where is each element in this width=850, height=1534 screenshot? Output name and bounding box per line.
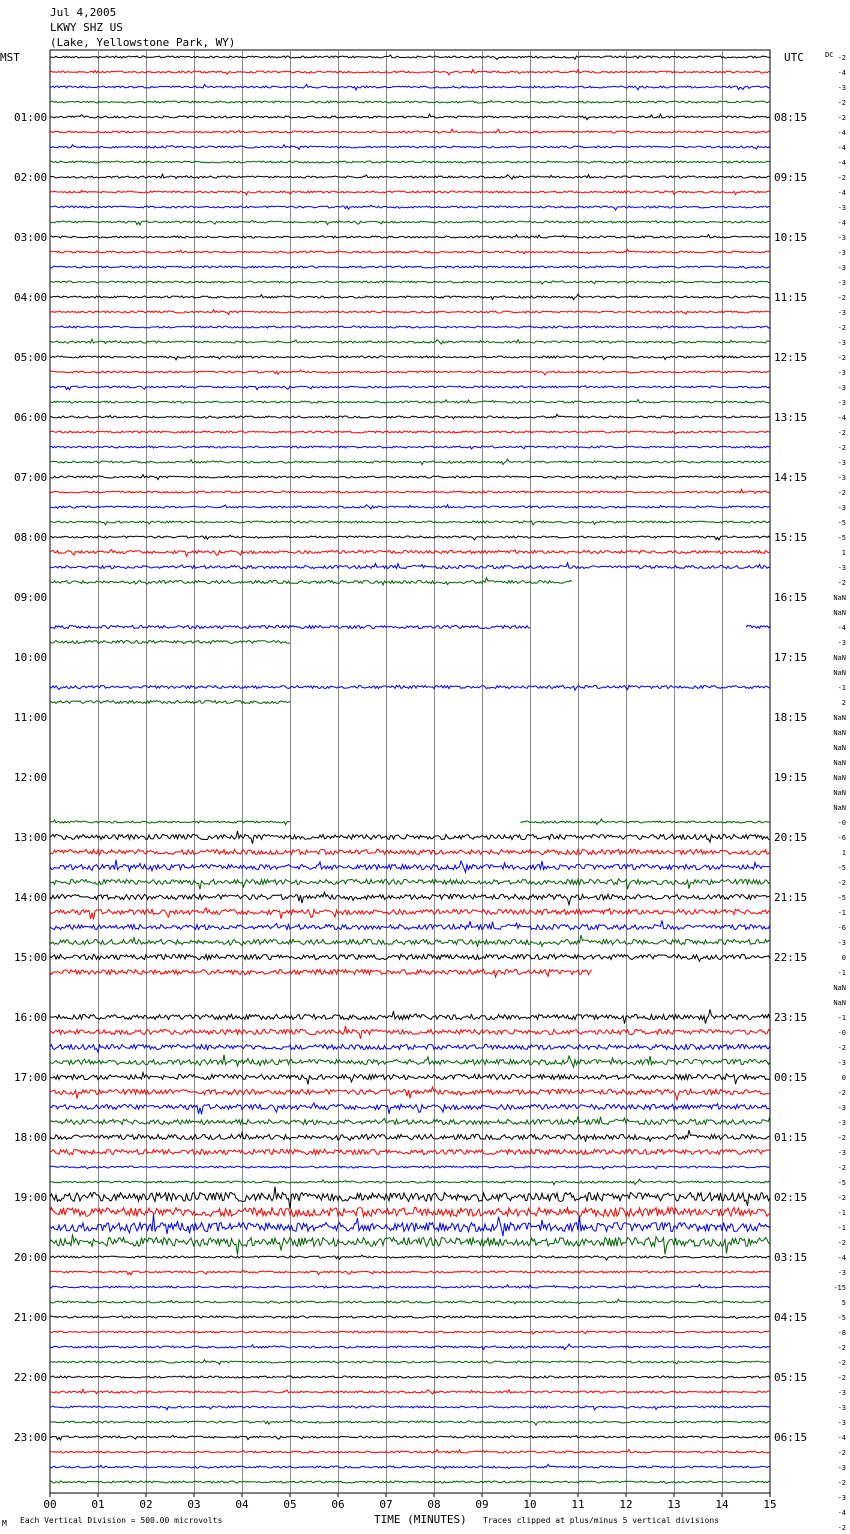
trace-row-43 xyxy=(50,700,290,703)
trace-row-13 xyxy=(50,249,770,254)
dc-offset-label: -4 xyxy=(837,144,846,152)
dc-offset-label: -3 xyxy=(837,1059,846,1067)
dc-offset-label: -2 xyxy=(837,1194,846,1202)
trace-row-64 xyxy=(50,1009,770,1023)
dc-offset-label: -4 xyxy=(837,1509,846,1517)
trace-row-25 xyxy=(50,431,770,434)
footer-scale: Each Vertical Division = 500.00 microvolts xyxy=(20,1516,223,1525)
dc-offset-label: -1 xyxy=(837,684,846,692)
dc-offset-label: -5 xyxy=(837,534,846,542)
left-hour-label: 20:00 xyxy=(14,1251,48,1264)
dc-offset-label: -3 xyxy=(837,1404,846,1412)
right-hour-labels xyxy=(774,111,807,1444)
dc-offset-label: -3 xyxy=(837,939,846,947)
trace-row-53 xyxy=(50,849,770,854)
dc-offset-labels xyxy=(833,54,846,1534)
trace-row-87 xyxy=(50,1360,770,1365)
right-hour-label: 21:15 xyxy=(774,891,808,904)
left-hour-label: 08:00 xyxy=(14,531,48,544)
trace-row-8 xyxy=(50,174,770,179)
dc-offset-label: -3 xyxy=(837,1419,846,1427)
trace-row-27 xyxy=(50,459,770,465)
x-tick-label: 15 xyxy=(763,1498,777,1511)
trace-row-55 xyxy=(50,879,770,890)
footer-mark: M xyxy=(2,1519,7,1528)
trace-row-12 xyxy=(50,235,770,239)
trace-row-6 xyxy=(50,145,770,150)
trace-row-0 xyxy=(50,55,770,60)
trace-row-39 xyxy=(50,640,290,643)
trace-row-11 xyxy=(50,220,770,225)
dc-offset-label: -3 xyxy=(837,264,846,272)
dc-offset-label: -2 xyxy=(837,444,846,452)
trace-row-23 xyxy=(50,400,770,404)
dc-offset-label: -1 xyxy=(837,1014,846,1022)
trace-row-67 xyxy=(50,1055,770,1068)
dc-offset-label: -2 xyxy=(837,1449,846,1457)
trace-row-18 xyxy=(50,326,770,328)
dc-offset-label: -2 xyxy=(837,174,846,182)
left-hour-label: 15:00 xyxy=(14,951,48,964)
right-hour-label: 22:15 xyxy=(774,951,808,964)
dc-offset-label: -4 xyxy=(837,414,846,422)
left-hour-label: 17:00 xyxy=(14,1071,48,1084)
dc-offset-label: -0 xyxy=(837,819,846,827)
trace-row-51 xyxy=(50,820,290,825)
trace-row-30 xyxy=(50,505,770,509)
dc-offset-label: NaN xyxy=(833,714,846,722)
trace-row-52 xyxy=(50,831,770,844)
dc-offset-label: NaN xyxy=(833,804,846,812)
trace-row-59 xyxy=(50,935,770,947)
dc-offset-label: -3 xyxy=(837,369,846,377)
trace-row-83 xyxy=(50,1299,770,1304)
trace-row-91 xyxy=(50,1420,770,1425)
trace-row-65 xyxy=(50,1026,770,1039)
dc-offset-label: NaN xyxy=(833,774,846,782)
dc-offset-label: -3 xyxy=(837,1104,846,1112)
x-tick-label: 14 xyxy=(715,1498,729,1511)
dc-offset-label: -4 xyxy=(837,69,846,77)
dc-offset-label: -3 xyxy=(837,1494,846,1502)
trace-row-61 xyxy=(50,969,592,977)
x-tick-label: 08 xyxy=(427,1498,441,1511)
trace-row-51 xyxy=(520,819,769,824)
dc-offset-label: 0 xyxy=(841,1074,846,1082)
left-hour-label: 23:00 xyxy=(14,1431,48,1444)
dc-offset-label: 0 xyxy=(841,954,846,962)
dc-offset-label: -4 xyxy=(837,1434,846,1442)
left-hour-label: 14:00 xyxy=(14,891,48,904)
dc-offset-label: -8 xyxy=(837,1329,846,1337)
trace-row-78 xyxy=(50,1214,770,1236)
left-hour-label: 13:00 xyxy=(14,831,48,844)
right-hour-label: 18:15 xyxy=(774,711,808,724)
x-tick-label: 03 xyxy=(187,1498,201,1511)
left-hour-labels xyxy=(14,111,47,1444)
trace-row-33 xyxy=(50,550,770,557)
dc-offset-label: -3 xyxy=(837,309,846,317)
x-tick-label: 12 xyxy=(619,1498,633,1511)
right-hour-label: 20:15 xyxy=(774,831,808,844)
left-hour-label: 05:00 xyxy=(14,351,48,364)
dc-offset-label: -4 xyxy=(837,1254,846,1262)
dc-offset-label: -6 xyxy=(837,834,846,842)
right-hour-label: 05:15 xyxy=(774,1371,808,1384)
right-hour-label: 04:15 xyxy=(774,1311,808,1324)
dc-offset-label: -2 xyxy=(837,1524,846,1532)
dc-offset-label: -3 xyxy=(837,639,846,647)
dc-offset-label: 1 xyxy=(841,549,846,557)
trace-row-32 xyxy=(50,535,770,540)
header-date: Jul 4,2005 xyxy=(50,6,117,19)
dc-offset-label: -2 xyxy=(837,354,846,362)
dc-offset-label: NaN xyxy=(833,669,846,677)
right-hour-label: 09:15 xyxy=(774,171,808,184)
trace-row-34 xyxy=(50,563,770,569)
trace-row-9 xyxy=(50,190,770,195)
dc-offset-label: 5 xyxy=(841,1299,846,1307)
trace-row-56 xyxy=(50,892,770,905)
left-hour-label: 16:00 xyxy=(14,1011,48,1024)
x-tick-label: 04 xyxy=(235,1498,249,1511)
trace-row-88 xyxy=(50,1376,770,1378)
dc-offset-label: -2 xyxy=(837,579,846,587)
dc-offset-label: -2 xyxy=(837,114,846,122)
right-hour-label: 16:15 xyxy=(774,591,808,604)
dc-offset-label: -2 xyxy=(837,99,846,107)
footer-clip-note: Traces clipped at plus/minus 5 vertical divisions xyxy=(483,1516,720,1525)
dc-offset-label: NaN xyxy=(833,594,846,602)
dc-offset-label: -3 xyxy=(837,459,846,467)
right-hour-label: 10:15 xyxy=(774,231,808,244)
dc-offset-label: -3 xyxy=(837,1149,846,1157)
dc-offset-label: -1 xyxy=(837,1209,846,1217)
dc-offset-label: -3 xyxy=(837,399,846,407)
right-hour-label: 08:15 xyxy=(774,111,808,124)
dc-offset-label: -1 xyxy=(837,909,846,917)
dc-offset-label: 2 xyxy=(841,699,846,707)
dc-offset-label: -3 xyxy=(837,204,846,212)
dc-offset-label: -2 xyxy=(837,1134,846,1142)
dc-offset-label: NaN xyxy=(833,654,846,662)
dc-offset-label: -3 xyxy=(837,279,846,287)
trace-row-24 xyxy=(50,414,770,419)
x-tick-label: 01 xyxy=(91,1498,105,1511)
dc-offset-label: -3 xyxy=(837,564,846,572)
dc-offset-label: -3 xyxy=(837,84,846,92)
left-hour-label: 09:00 xyxy=(14,591,48,604)
left-hour-label: 21:00 xyxy=(14,1311,48,1324)
trace-row-3 xyxy=(50,101,770,103)
trace-row-73 xyxy=(50,1149,770,1154)
right-hour-label: 14:15 xyxy=(774,471,808,484)
left-hour-label: 10:00 xyxy=(14,651,48,664)
trace-row-86 xyxy=(50,1344,770,1350)
right-hour-label: 11:15 xyxy=(774,291,808,304)
x-tick-label: 09 xyxy=(475,1498,489,1511)
left-hour-label: 19:00 xyxy=(14,1191,48,1204)
dc-offset-label: -2 xyxy=(837,1089,846,1097)
left-hour-label: 11:00 xyxy=(14,711,48,724)
trace-row-17 xyxy=(50,310,770,315)
dc-offset-label: -3 xyxy=(837,249,846,257)
trace-row-28 xyxy=(50,475,770,480)
x-tick-label: 10 xyxy=(523,1498,537,1511)
left-timezone: MST xyxy=(0,51,20,64)
dc-offset-label: -2 xyxy=(837,1044,846,1052)
trace-row-81 xyxy=(50,1270,770,1275)
x-tick-label: 07 xyxy=(379,1498,393,1511)
trace-row-75 xyxy=(50,1179,770,1185)
dc-offset-label: -3 xyxy=(837,474,846,482)
trace-row-14 xyxy=(50,266,770,269)
trace-row-4 xyxy=(50,114,770,120)
trace-row-69 xyxy=(50,1087,770,1100)
dc-offset-label: NaN xyxy=(833,789,846,797)
trace-row-1 xyxy=(50,70,770,75)
dc-offset-label: NaN xyxy=(833,759,846,767)
trace-row-76 xyxy=(50,1187,770,1209)
right-hour-label: 12:15 xyxy=(774,351,808,364)
trace-row-82 xyxy=(50,1285,770,1289)
left-hour-label: 18:00 xyxy=(14,1131,48,1144)
trace-row-74 xyxy=(50,1166,770,1169)
dc-offset-label: -4 xyxy=(837,189,846,197)
dc-offset-label: -0 xyxy=(837,1029,846,1037)
trace-row-21 xyxy=(50,370,770,375)
dc-offset-label: -2 xyxy=(837,54,846,62)
trace-row-20 xyxy=(50,356,770,360)
left-hour-label: 12:00 xyxy=(14,771,48,784)
header-location: (Lake, Yellowstone Park, WY) xyxy=(50,36,236,49)
dc-offset-label: -2 xyxy=(837,1344,846,1352)
x-axis-label: TIME (MINUTES) xyxy=(374,1513,467,1526)
trace-row-66 xyxy=(50,1044,770,1052)
trace-row-54 xyxy=(50,860,770,873)
x-tick-label: 13 xyxy=(667,1498,681,1511)
trace-row-35 xyxy=(50,578,572,585)
dc-offset-label: -2 xyxy=(837,489,846,497)
left-hour-label: 07:00 xyxy=(14,471,48,484)
trace-row-58 xyxy=(50,920,770,929)
dc-offset-label: -2 xyxy=(837,324,846,332)
dc-offset-label: -5 xyxy=(837,519,846,527)
right-hour-label: 00:15 xyxy=(774,1071,808,1084)
dc-offset-label: NaN xyxy=(833,609,846,617)
right-hour-label: 17:15 xyxy=(774,651,808,664)
trace-row-68 xyxy=(50,1073,770,1085)
trace-row-31 xyxy=(50,521,770,525)
trace-row-71 xyxy=(50,1115,770,1124)
dc-offset-label: -5 xyxy=(837,894,846,902)
dc-offset-label: -1 xyxy=(837,969,846,977)
trace-row-85 xyxy=(50,1331,770,1334)
dc-offset-label: -3 xyxy=(837,339,846,347)
right-hour-label: 15:15 xyxy=(774,531,808,544)
right-hour-label: 23:15 xyxy=(774,1011,808,1024)
left-hour-label: 06:00 xyxy=(14,411,48,424)
trace-row-38 xyxy=(746,625,770,628)
trace-row-19 xyxy=(50,339,770,344)
trace-row-26 xyxy=(50,446,770,449)
dc-offset-label: 1 xyxy=(841,849,846,857)
dc-offset-label: NaN xyxy=(833,729,846,737)
dc-offset-label: -2 xyxy=(837,1164,846,1172)
seismic-traces xyxy=(50,55,770,1484)
dc-offset-label: -4 xyxy=(837,159,846,167)
trace-row-42 xyxy=(50,685,770,690)
trace-row-79 xyxy=(50,1234,770,1255)
dc-offset-label: -4 xyxy=(837,129,846,137)
dc-offset-label: -3 xyxy=(837,234,846,242)
trace-row-29 xyxy=(50,489,770,493)
trace-row-93 xyxy=(50,1450,770,1454)
left-hour-label: 02:00 xyxy=(14,171,48,184)
dc-offset-label: NaN xyxy=(833,999,846,1007)
trace-row-60 xyxy=(50,954,770,961)
dc-offset-label: -3 xyxy=(837,1119,846,1127)
dc-offset-label: -2 xyxy=(837,1374,846,1382)
x-tick-label: 05 xyxy=(283,1498,297,1511)
trace-row-95 xyxy=(50,1481,770,1484)
dc-offset-label: -3 xyxy=(837,1389,846,1397)
dc-offset-label: -2 xyxy=(837,1479,846,1487)
dc-offset-label: -3 xyxy=(837,504,846,512)
trace-row-89 xyxy=(50,1389,770,1394)
trace-row-10 xyxy=(50,205,770,210)
dc-offset-label: -2 xyxy=(837,1359,846,1367)
left-hour-label: 01:00 xyxy=(14,111,48,124)
left-hour-label: 03:00 xyxy=(14,231,48,244)
header-station: LKWY SHZ US xyxy=(50,21,123,34)
dc-offset-label: NaN xyxy=(833,984,846,992)
trace-row-15 xyxy=(50,281,770,284)
x-tick-label: 00 xyxy=(43,1498,57,1511)
right-hour-label: 02:15 xyxy=(774,1191,808,1204)
x-tick-label: 06 xyxy=(331,1498,345,1511)
right-timezone: UTC xyxy=(784,51,804,64)
trace-row-72 xyxy=(50,1130,770,1142)
trace-row-5 xyxy=(50,129,770,133)
dc-offset-label: -2 xyxy=(837,429,846,437)
trace-row-57 xyxy=(50,908,770,920)
right-hour-label: 06:15 xyxy=(774,1431,808,1444)
dc-offset-label: -2 xyxy=(837,1239,846,1247)
trace-row-92 xyxy=(50,1435,770,1440)
trace-row-90 xyxy=(50,1406,770,1410)
trace-row-16 xyxy=(50,294,770,300)
dc-label: DC xyxy=(825,51,834,59)
dc-offset-label: -2 xyxy=(837,879,846,887)
dc-offset-label: -2 xyxy=(837,294,846,302)
right-hour-label: 13:15 xyxy=(774,411,808,424)
right-hour-label: 03:15 xyxy=(774,1251,808,1264)
x-tick-label: 02 xyxy=(139,1498,153,1511)
dc-offset-label: -6 xyxy=(837,924,846,932)
dc-offset-label: -5 xyxy=(837,1179,846,1187)
dc-offset-label: -3 xyxy=(837,1269,846,1277)
right-hour-label: 19:15 xyxy=(774,771,808,784)
trace-row-80 xyxy=(50,1255,770,1260)
right-hour-label: 01:15 xyxy=(774,1131,808,1144)
dc-offset-label: -4 xyxy=(837,624,846,632)
left-hour-label: 22:00 xyxy=(14,1371,48,1384)
dc-offset-label: -5 xyxy=(837,1314,846,1322)
dc-offset-label: -1 xyxy=(837,1224,846,1232)
dc-offset-label: NaN xyxy=(833,744,846,752)
left-hour-label: 04:00 xyxy=(14,291,48,304)
trace-row-94 xyxy=(50,1464,770,1469)
dc-offset-label: -5 xyxy=(837,864,846,872)
trace-row-7 xyxy=(50,161,770,163)
x-axis-ticks xyxy=(43,1493,776,1511)
trace-row-70 xyxy=(50,1103,770,1115)
dc-offset-label: -3 xyxy=(837,384,846,392)
trace-row-2 xyxy=(50,84,770,90)
trace-row-77 xyxy=(50,1208,770,1217)
dc-offset-label: -3 xyxy=(837,1464,846,1472)
dc-offset-label: -4 xyxy=(837,219,846,227)
x-tick-label: 11 xyxy=(571,1498,585,1511)
trace-row-22 xyxy=(50,385,770,390)
trace-row-84 xyxy=(50,1316,770,1319)
dc-offset-label: -15 xyxy=(833,1284,846,1292)
